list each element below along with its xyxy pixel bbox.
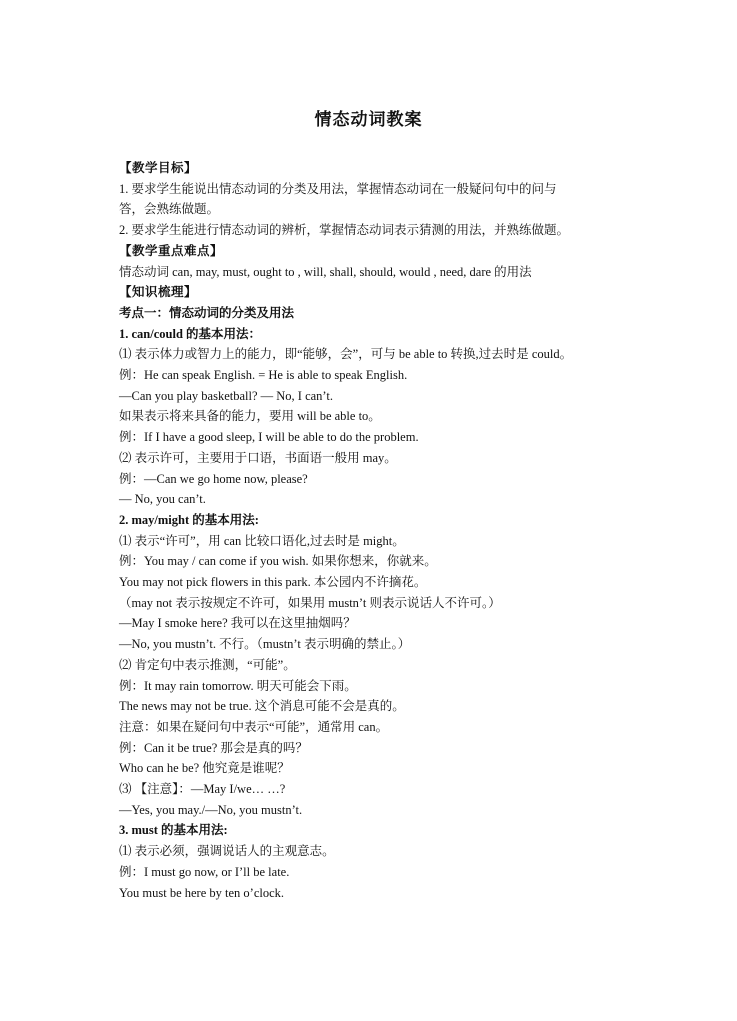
text-line: —Can you play basketball? — No, I can’t. [119, 388, 333, 403]
text-line: 例：Can it be true? 那会是真的吗？ [119, 740, 308, 755]
text-line: 例：If I have a good sleep, I will be able to do the problem. [119, 430, 419, 445]
text-line: 例：It may rain tomorrow. 明天可能会下雨。 [119, 678, 357, 693]
subsection-heading: 3. must 的基本用法: [119, 823, 228, 838]
text-line: 例：I must go now, or I’ll be late. [119, 864, 290, 879]
text-line: 注意：如果在疑问句中表示“可能”，通常用 can。 [119, 719, 389, 734]
subsection-heading: 考点一：情态动词的分类及用法 [119, 305, 295, 320]
section-heading: 【教学目标】 [119, 161, 198, 175]
text-line: （may not 表示按规定不许可，如果用 mustn’t 则表示说话人不许可。） [119, 595, 501, 610]
text-line: You must be here by ten o’clock. [119, 885, 285, 900]
text-line: ⑶ 【注意】：—May I/we… …? [119, 782, 286, 796]
text-line: 情态动词 can, may, must, ought to , will, shall, should, would , need, dare 的用法 [119, 264, 532, 279]
text-line: — No, you can’t. [119, 492, 206, 507]
text-line: ⑴ 表示必须，强调说话人的主观意志。 [119, 844, 335, 859]
text-line: The news may not be true. 这个消息可能不会是真的。 [119, 699, 405, 714]
text-line: 例：—Can we go home now, please? [119, 471, 308, 486]
text-line: —Yes, you may./—No, you mustn’t. [119, 802, 303, 817]
document-title: 情态动词教案 [314, 110, 423, 129]
text-line: Who can he be? 他究竟是谁呢？ [119, 761, 290, 776]
text-line: You may not pick flowers in this park. 本公园内不许摘花。 [119, 575, 427, 589]
text-line: 例：You may / can come if you wish. 如果你想来，你就来。 [119, 554, 437, 569]
section-heading: 【知识梳理】 [119, 285, 198, 300]
section-heading: 【教学重点难点】 [119, 243, 224, 258]
subsection-heading: 2. may/might 的基本用法: [119, 512, 259, 527]
text-line: 2. 要求学生能进行情态动词的辨析，掌握情态动词表示猜测的用法，并熟练做题。 [119, 223, 570, 238]
text-line: 例：He can speak English. = He is able to speak English. [119, 368, 408, 382]
text-line: ⑴ 表示“许可”，用 can 比较口语化,过去时是 might。 [119, 533, 405, 548]
text-line: ⑴ 表示体力或智力上的能力，即“能够，会”，可与 be able to 转换,过去时是 could。 [119, 347, 573, 362]
text-line: 如果表示将来具备的能力，要用 will be able to。 [119, 409, 381, 424]
text-line: 1. 要求学生能说出情态动词的分类及用法，掌握情态动词在一般疑问句中的问与 [119, 181, 557, 196]
text-line: ⑵ 肯定句中表示推测，“可能”。 [119, 657, 296, 672]
text-line: 答，会熟练做题。 [119, 202, 220, 217]
text-line: —No, you mustn’t. 不行。（mustn’t 表示明确的禁止。） [119, 637, 411, 652]
text-line: ⑵ 表示许可，主要用于口语，书面语一般用 may。 [119, 450, 397, 465]
subsection-heading: 1. can/could 的基本用法： [119, 326, 262, 341]
text-line: —May I smoke here? 我可以在这里抽烟吗？ [119, 616, 356, 631]
